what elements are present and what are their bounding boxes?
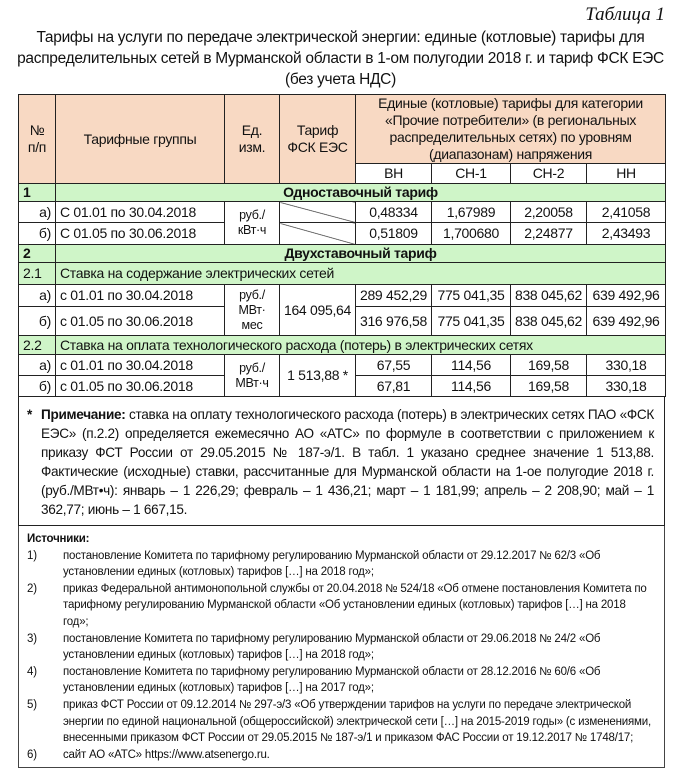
- source-item: [27, 581, 654, 631]
- value-cell: 0,51809: [356, 223, 432, 245]
- row-num: б): [19, 223, 56, 245]
- tariff-table: [18, 94, 666, 397]
- value-cell: 330,18: [587, 376, 666, 397]
- source-text: постановление Комитета по тарифному регулированию Мурманской области от 29.12.2017 № 62/3 «Об установлении единых (котловых) тарифов […] на 2018 год»;: [63, 549, 601, 579]
- row-period: С 01.05 по 30.06.2018: [56, 223, 225, 245]
- source-item: [27, 548, 654, 581]
- source-text: постановление Комитета по тарифному регулированию Мурманской области от 29.06.2018 № 24/2 «Об установлении единых (котловых) тарифов […] на 2018 год»;: [63, 632, 601, 662]
- value-cell: 330,18: [587, 355, 666, 376]
- level-nn: НН: [587, 164, 666, 184]
- section-title: Ставка на содержание электрических сетей: [56, 263, 666, 285]
- row-unit: руб./ МВт· мес: [225, 285, 280, 336]
- value-cell: 316 976,58: [356, 307, 432, 336]
- level-sn2: СН-2: [511, 164, 587, 184]
- source-text[interactable]: сайт АО «АТС» https://www.atsenergo.ru.: [63, 748, 270, 761]
- fsk-value: 164 095,64: [280, 285, 356, 336]
- source-text: приказ ФСТ России от 09.12.2014 № 297-э/3 «Об утверждении тарифов на услуги по передаче электрической энергии по единой национальной (общероссийской) электрической сети […] на 2015-2019 годы» (с изменениями, внесенными приказом ФСТ России от 29.05.2015 № 187-э/1 и приказом ФАС России от 19.12.2017 № 1748/17;: [63, 698, 651, 745]
- row-period: с 01.05 по 30.06.2018: [56, 307, 225, 336]
- section-num: 2.1: [19, 263, 56, 285]
- table-row: [19, 223, 666, 245]
- source-num: 5): [27, 698, 37, 711]
- source-num: 4): [27, 665, 37, 678]
- value-cell: 2,20058: [511, 202, 587, 223]
- value-cell: 775 041,35: [432, 285, 511, 307]
- title-line: распределительных сетей в Мурманской области в 1-ом полугодии 2018 г. и тариф ФСК ЕЭС: [17, 50, 664, 67]
- level-vn: ВН: [356, 164, 432, 184]
- section-title: Одноставочный тариф: [56, 184, 666, 202]
- fsk-value: 1 513,88 *: [280, 355, 356, 397]
- note-block: [18, 397, 665, 526]
- value-cell: 289 452,29: [356, 285, 432, 307]
- header-unified: Единые (котловые) тарифы для категории «Прочие потребители» (в региональных распределительных сетях) по уровням (диапазонам) напряжения: [356, 95, 666, 164]
- table-row: [19, 355, 666, 376]
- note-label: Примечание:: [41, 407, 126, 422]
- empty-cell: [280, 202, 356, 223]
- row-num: б): [19, 307, 56, 336]
- row-num: б): [19, 376, 56, 397]
- source-item: [27, 631, 654, 664]
- level-sn1: СН-1: [432, 164, 511, 184]
- table-number: Таблица 1: [585, 4, 665, 25]
- section-num: 2.2: [19, 336, 56, 355]
- source-item: [27, 747, 654, 764]
- section-num: 1: [19, 184, 56, 202]
- source-item: [27, 664, 654, 697]
- value-cell: 639 492,96: [587, 285, 666, 307]
- source-text: постановление Комитета по тарифному регулированию Мурманской области от 28.12.2016 № 60/6 «Об установлении единых (котловых) тарифов […] на 2017 год»;: [63, 665, 601, 695]
- page-title: [0, 27, 681, 90]
- value-cell: 838 045,62: [511, 285, 587, 307]
- value-cell: 67,55: [356, 355, 432, 376]
- value-cell: 775 041,35: [432, 307, 511, 336]
- header-unit: Ед. изм.: [225, 95, 280, 184]
- source-num: 3): [27, 632, 37, 645]
- value-cell: 114,56: [432, 376, 511, 397]
- source-num: 6): [27, 748, 37, 761]
- table-row: [19, 202, 666, 223]
- row-period: с 01.01 по 30.04.2018: [56, 355, 225, 376]
- value-cell: 639 492,96: [587, 307, 666, 336]
- sources-heading: Источники:: [27, 533, 90, 545]
- source-num: 1): [27, 549, 37, 562]
- row-num: а): [19, 202, 56, 223]
- value-cell: 838 045,62: [511, 307, 587, 336]
- note-asterisk: *: [27, 407, 32, 422]
- value-cell: 169,58: [511, 376, 587, 397]
- section-num: 2: [19, 245, 56, 263]
- value-cell: 2,24877: [511, 223, 587, 245]
- title-line: Тарифы на услуги по передаче электрической энергии: единые (котловые) тарифы для: [36, 29, 645, 46]
- value-cell: 1,67989: [432, 202, 511, 223]
- row-unit: руб./ МВт·ч: [225, 355, 280, 397]
- section-title: Двухставочный тариф: [56, 245, 666, 263]
- value-cell: 1,700680: [432, 223, 511, 245]
- row-period: С 01.01 по 30.04.2018: [56, 202, 225, 223]
- source-text: приказ Федеральной антимонопольной службы от 20.04.2018 № 524/18 «Об отмене постановления Комитета по тарифному регулированию Мурманской области «Об установлении единых (котловых) тарифов […] на 2018 год»;: [63, 582, 647, 628]
- source-item: [27, 697, 654, 747]
- value-cell: 169,58: [511, 355, 587, 376]
- header-num: № п/п: [19, 95, 56, 184]
- value-cell: 67,81: [356, 376, 432, 397]
- row-num: а): [19, 285, 56, 307]
- value-cell: 0,48334: [356, 202, 432, 223]
- source-num: 2): [27, 582, 37, 595]
- row-num: а): [19, 355, 56, 376]
- section-title: Ставка на оплата технологического расхода (потерь) в электрических сетях: [56, 336, 666, 355]
- value-cell: 2,41058: [587, 202, 666, 223]
- header-groups: Тарифные группы: [56, 95, 225, 184]
- header-fsk: Тариф ФСК ЕЭС: [280, 95, 356, 184]
- title-line: (без учета НДС): [285, 71, 396, 88]
- value-cell: 114,56: [432, 355, 511, 376]
- table-row: [19, 285, 666, 307]
- row-period: с 01.01 по 30.04.2018: [56, 285, 225, 307]
- empty-cell: [280, 223, 356, 245]
- value-cell: 2,43493: [587, 223, 666, 245]
- row-unit: руб./ кВт·ч: [225, 202, 280, 245]
- row-period: с 01.05 по 30.06.2018: [56, 376, 225, 397]
- sources-block: [18, 526, 665, 768]
- note-text: ставка на оплату технологического расхода (потерь) в электрических сетях ПАО «ФСК ЕЭС» (п.2.2) определяется ежемесячно АО «АТС» по формуле в соответствии с приложением к приказу ФСТ России от 29.05.2015 № 187-э/1. В табл. 1 указано среднее значение 1 513,88. Фактические (исходные) ставки, рассчитанные для Мурманской области на 1-ое полугодие 2018 г. (руб./МВт•ч): январь – 1 226,29; февраль – 1 436,21; март – 1 181,99; апрель – 2 208,90; май – 1 362,77; июнь – 1 667,15.: [41, 407, 654, 517]
